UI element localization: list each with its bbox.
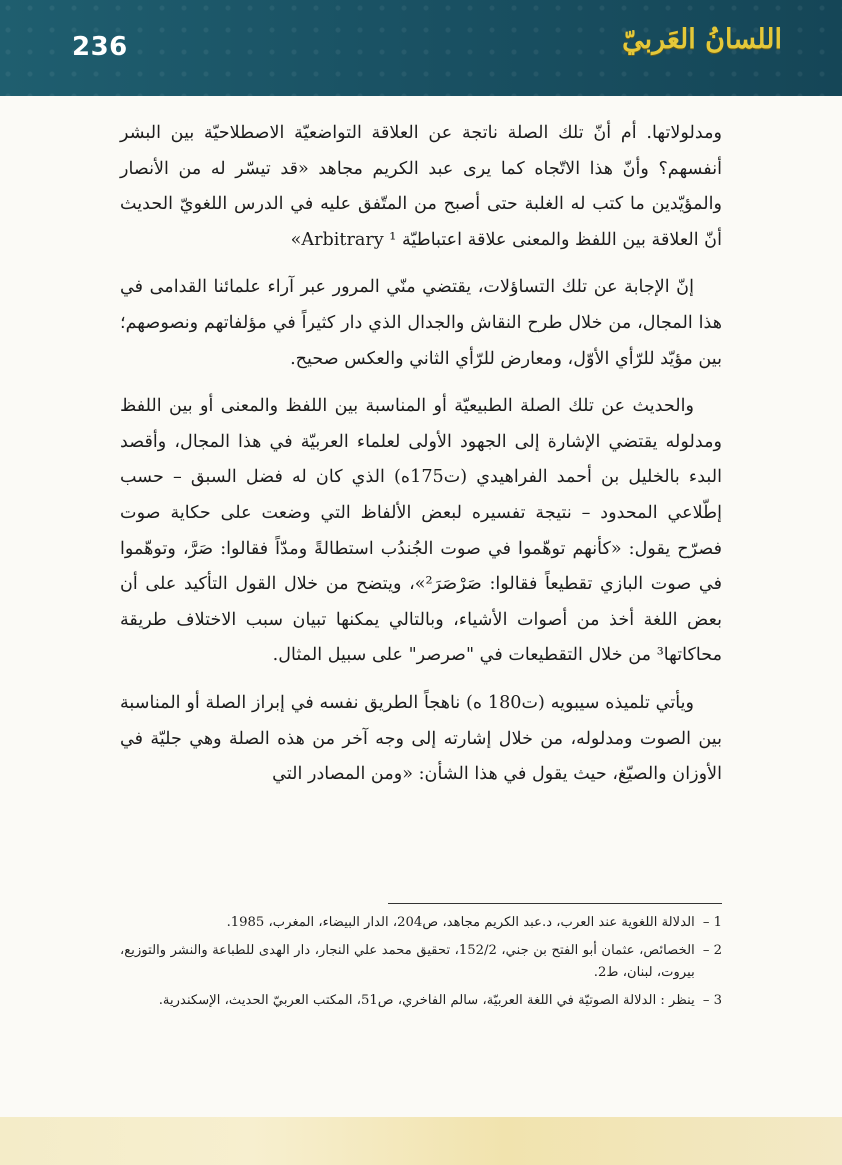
footnote-text: الدلالة اللغوية عند العرب، د.عبد الكريم مجاهد، ص204، الدار البيضاء، المغرب، 1985. — [226, 915, 695, 930]
footnote-number: 2 – — [702, 943, 722, 958]
footnote-number: 3 – — [702, 993, 722, 1008]
footnote — [120, 990, 722, 1012]
article-body — [120, 116, 722, 805]
journal-logo: اللسانُ العَربيّ — [622, 24, 782, 55]
footnote-number: 1 – — [702, 915, 722, 930]
footnote — [120, 912, 722, 934]
page-footer-band — [0, 1117, 842, 1165]
footnote — [120, 940, 722, 984]
paragraph-3: والحديث عن تلك الصلة الطبيعيّة أو المناسبة بين اللفظ والمعنى أو بين اللفظ ومدلوله يقتضي الإشارة إلى الجهود الأولى لعلماء العربيّة في هذا المجال، وأقصد البدء بالخليل بن أحمد الفراهيدي (ت175ه) الذي كان له فضل السبق – حسب إطّلاعي المحدود – نتيجة تفسيره لبعض الألفاظ التي وضعت على حكاية صوت فصرّح يقول: «كأنهم توهّموا في صوت الجُندُب استطالةً ومدّاً فقالوا: صَرَّ، وتوهّموا في صوت البازي تقطيعاً فقالوا: صَرْصَرَ²»، ويتضح من خلال القول التأكيد على أن بعض اللغة أخذ من أصوات الأشياء، وبالتالي يمكنها تبيان سبب الاختلاف طريقة محاكاتها³ من خلال التقطيعات في "صرصر" على سبيل المثال. — [120, 396, 722, 666]
paragraph-4: ويأتي تلميذه سيبويه (ت180 ه) ناهجاً الطريق نفسه في إبراز الصلة أو المناسبة بين الصوت ومدلوله، من خلال إشارته إلى وجه آخر من هذه الصلة وهي جليّة في الأوزان والصيّغ، حيث يقول في هذا الشأن: «ومن المصادر التي — [120, 692, 722, 785]
paragraph-2: إنّ الإجابة عن تلك التساؤلات، يقتضي منّي المرور عبر آراء علمائنا القدامى في هذا المجال، من خلال طرح النقاش والجدال الذي دار كثيراً في مؤلفاتهم ونصوصهم؛ بين مؤيّد للرّأي الأوّل، ومعارض للرّأي الثاني والعكس صحيح. — [120, 277, 722, 369]
page-header — [0, 0, 842, 96]
page-number: 236 — [72, 32, 128, 62]
paragraph-1: ومدلولاتها. أم أنّ تلك الصلة ناتجة عن العلاقة التواضعيّة الاصطلاحيّة بين البشر أنفسهم؟ وأنّ هذا الاتّجاه كما يرى عبد الكريم مجاهد «قد تيسّر له من الأنصار والمؤيّدين ما كتب له الغلبة حتى أصبح من المتّفق عليه في الدرس اللغويّ الحديث أنّ العلاقة بين اللفظ والمعنى علاقة اعتباطيّة Arbitrary ¹» — [120, 123, 722, 250]
footnote-text: الخصائص، عثمان أبو الفتح بن جني، 152/2، تحقيق محمد علي النجار، دار الهدى للطباعة والنشر والتوزيع، بيروت، لبنان، ط2. — [120, 943, 695, 980]
footnote-separator — [388, 903, 722, 904]
footnotes — [120, 912, 722, 1018]
footnote-text: ينظر : الدلالة الصوتيّة في اللغة العربيّة، سالم الفاخري، ص51، المكتب العربيّ الحديث، الإسكندرية. — [158, 993, 695, 1008]
